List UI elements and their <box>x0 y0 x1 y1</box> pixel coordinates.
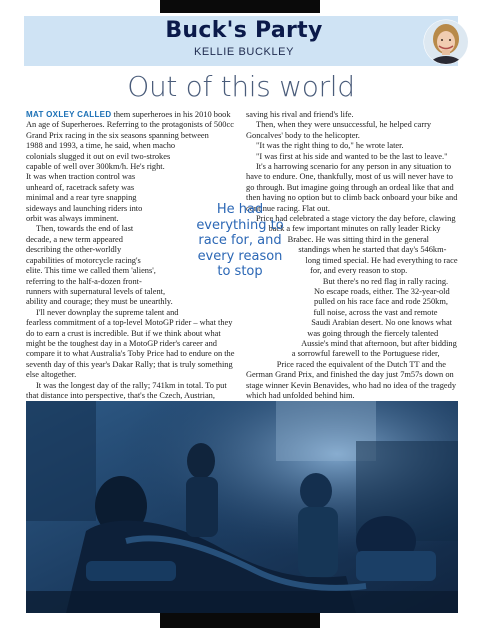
paragraph: "It was the right thing to do," he wrote later. <box>256 141 404 151</box>
paragraph: saving his rival and friend's life. <box>246 110 354 119</box>
paragraph: I'll never downplay the supreme talent and fearless commitment of a top-level MotoGP rider – what they do to earn a crust is incredible. But if we think about what might be the toughest day in a MotoGP rider's career and compare it to what Australia's Toby Price had to endure on the seventh day of this year's Dakar Rally; that is truly something else altogether. <box>26 307 235 380</box>
paragraph: MAT OXLEY CALLED them superheroes in his 2010 book An age of Superheroes. Referring to the protagonists of 500cc Grand Prix racing in the six seasons spanning between 1988 and 1993, a time, he said, when macho colonials slugged it out on evil two-strokes capable of well over 300km/h. He's right. It was when traction control was unheard of, racetrack safety was minimal and a rear tyre snapping sideways and launching riders into orbit was always imminent. <box>26 110 234 224</box>
article-photo <box>26 401 458 613</box>
column-title: Buck's Party <box>165 18 323 43</box>
paragraph: It's a harrowing scenario for any person in any situation to have to endure. One, thankfully, most of us will never have to go through. But imagine going through an ordeal like that and then having no option but to climb back onboard your bike and continue racing. Flat out. <box>246 162 458 213</box>
lead-in: MAT OXLEY CALLED <box>26 110 112 119</box>
paragraph: It was the longest day of the rally; 741km in total. To put that distance into perspective, that's the Czech, Austrian, <box>26 380 227 400</box>
column-header <box>24 16 458 66</box>
columnist-portrait-icon <box>423 19 469 65</box>
paragraph: Then, when they were unsuccessful, he helped carry Goncalves' body to the helicopter. <box>246 120 432 140</box>
top-black-bar <box>160 0 320 13</box>
paragraph: Then, towards the end of last decade, a new term appeared describing the other-worldly capabilities of motorcycle racing's elite. This time we called them 'aliens', referring to the half-a-dozen front-runners with supernatural levels of talent, ability and courage; they must be unearthly. <box>26 224 173 307</box>
paragraph: Price had celebrated a stage victory the day before, clawing back a few important minutes on rally leader Ricky Brabec. He was sitting third in the general standings when he started that day's 546km-long timed special. He had everything to race for, and every reason to stop. <box>256 214 458 276</box>
author-byline: KELLIE BUCKLEY <box>193 46 295 58</box>
article-headline: Out of this world <box>127 70 355 103</box>
bottom-black-bar <box>160 613 320 628</box>
paragraph: "I was first at his side and wanted to be the last to leave." <box>256 151 448 161</box>
paragraph: But there's no red flag in rally racing. No escape roads, either. The 32-year-old pulled on his race face and rode 250km, full noise, across the vast and remote Saudi Arabian desert. No one knows what was going through the fiercely talented Aussie's mind that afternoon, but after bidding a sorrowful farewell to the Portuguese rider, Price raced the equivalent of the Dutch TT and the German Grand Prix, and finished the day just 7m57s down on stage winner Kevin Benavides, who had no idea of the tragedy which had unfolded behind him. <box>246 276 457 400</box>
pull-quote: He had everything to race for, and every reason to stop <box>196 202 284 279</box>
